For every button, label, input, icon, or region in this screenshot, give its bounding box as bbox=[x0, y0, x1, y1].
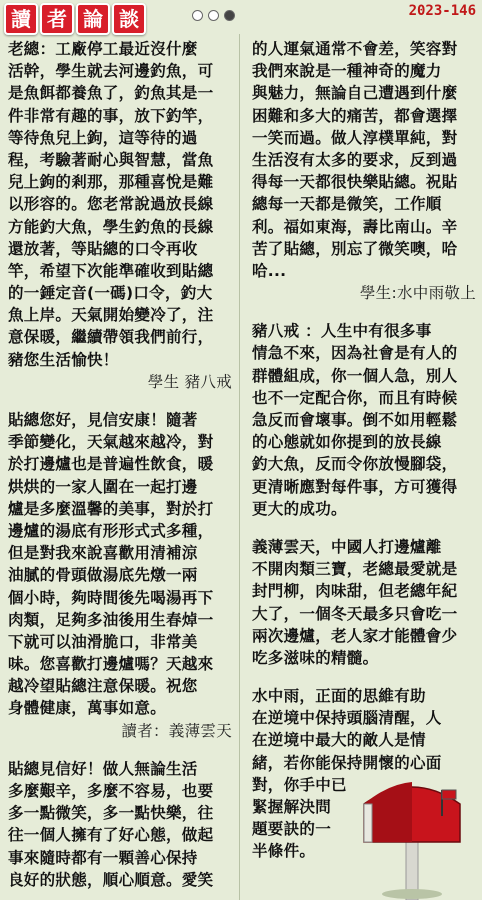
letter-signature: 學生 豬八戒 bbox=[147, 372, 232, 391]
paragraph-gap bbox=[8, 393, 232, 409]
text-line: 還放著，等貼總的口令再收 bbox=[8, 239, 198, 258]
text-line: 老總：工廠停工最近沒什麼 bbox=[8, 40, 198, 58]
text-line: 對，你手中已 bbox=[252, 775, 347, 794]
text-line: 貼總見信好！做人無論生活 bbox=[8, 759, 198, 778]
text-line: 事來隨時都有一顆善心保持 bbox=[8, 848, 198, 867]
text-line: 釣大魚，反而令你放慢腳袋， bbox=[252, 455, 458, 474]
text-line: 哈... bbox=[252, 261, 287, 280]
text-line: 活幹，學生就去河邊釣魚，可 bbox=[8, 62, 214, 81]
text-line: 在逆境中保持頭腦清醒，人 bbox=[252, 709, 442, 728]
text-line: 一笑而過。做人淳樸單純，對 bbox=[252, 128, 458, 147]
text-line: 往一個人擁有了好心態，做起 bbox=[8, 826, 214, 845]
column-divider bbox=[239, 34, 240, 900]
text-line: 等待魚兒上鉤，這等待的過 bbox=[8, 128, 198, 147]
text-line: 竿，希望下次能準確收到貼總 bbox=[8, 261, 214, 280]
text-line: 義薄雲天，中國人打邊爐離 bbox=[252, 537, 442, 556]
mailbox-illustration bbox=[356, 776, 468, 900]
text-line: 的心態就如你提到的放長線 bbox=[252, 433, 442, 452]
text-line: 豬您生活愉快！ bbox=[8, 350, 119, 369]
paragraph-gap bbox=[8, 742, 232, 758]
text-line: 豬八戒 ：人生中有很多事 bbox=[252, 322, 432, 341]
text-line: 件非常有趣的事，放下釣竿， bbox=[8, 106, 214, 125]
text-line: 烘烘的一家人圍在一起打邊 bbox=[8, 477, 198, 496]
text-line: 於打邊爐也是普遍性飲食，暖 bbox=[8, 455, 214, 474]
letter-signature: 學生:水中雨敬上 bbox=[359, 284, 476, 303]
text-line: 得每一天都很快樂貼總。祝貼 bbox=[252, 173, 458, 192]
text-line: 群體組成，你一個人急，別人 bbox=[252, 366, 458, 385]
paragraph-gap bbox=[252, 520, 476, 536]
text-line: 但是對我來說喜歡用清補涼 bbox=[8, 544, 198, 563]
title-badge-2: 者 bbox=[40, 3, 74, 35]
text-line: 兩次邊爐，老人家才能體會少 bbox=[252, 626, 458, 645]
letter-signature: 讀者：義薄雲天 bbox=[121, 721, 232, 740]
text-line: 程，考驗著耐心與智慧，當魚 bbox=[8, 150, 214, 169]
text-line: 意保暖，繼續帶領我們前行， bbox=[8, 328, 214, 347]
text-line: 封門柳，肉味甜，但老總年紀 bbox=[252, 582, 458, 601]
text-line: 肉類，足夠多油後用生春焯一 bbox=[8, 610, 214, 629]
page-dot-3 bbox=[224, 10, 235, 21]
left-column bbox=[8, 38, 232, 891]
text-line: 吃多滋味的精髓。 bbox=[252, 648, 379, 667]
text-line: 困難和多大的痛苦，都會選擇 bbox=[252, 106, 458, 125]
title-badge-1: 讀 bbox=[4, 3, 38, 35]
text-line: 的一錘定音(一碼)口令，釣大 bbox=[8, 284, 213, 303]
text-line: 個小時，夠時間後先喝湯再下 bbox=[8, 588, 214, 607]
text-line: 身體健康，萬事如意。 bbox=[8, 699, 167, 718]
text-line: 方能釣大魚，學生釣魚的長線 bbox=[8, 217, 214, 236]
paragraph-gap bbox=[252, 304, 476, 320]
issue-number: 2023-146 bbox=[408, 3, 476, 19]
text-line: 生活沒有太多的要求，反到過 bbox=[252, 150, 458, 169]
text-line: 更清晰應對每件事，方可獲得 bbox=[252, 477, 458, 496]
text-line: 季節變化，天氣越來越冷，對 bbox=[8, 433, 214, 452]
text-line: 以形容的。您老常說過放長線 bbox=[8, 195, 214, 214]
text-line: 多一點微笑，多一點快樂，往 bbox=[8, 804, 214, 823]
text-line: 貼總您好，見信安康！隨著 bbox=[8, 411, 198, 429]
text-line: 半條件。 bbox=[252, 842, 316, 861]
text-line: 不開肉類三寶，老總最愛就是 bbox=[252, 560, 458, 579]
text-line: 題要訣的一 bbox=[252, 820, 332, 839]
text-line: 的人運氣通常不會差，笑容對 bbox=[252, 40, 458, 58]
title-badge-3: 論 bbox=[76, 3, 110, 35]
text-line: 兒上鉤的剎那，那種喜悅是難 bbox=[8, 173, 214, 192]
right-column bbox=[252, 38, 476, 863]
text-line: 總每一天都是微笑，工作順 bbox=[252, 195, 442, 214]
page-dot-2 bbox=[208, 10, 219, 21]
text-line: 是魚餌都養魚了，釣魚其是一 bbox=[8, 84, 214, 103]
text-line: 與魅力，無論自己遭遇到什麼 bbox=[252, 84, 458, 103]
text-line: 利。福如東海，壽比南山。辛 bbox=[252, 217, 458, 236]
text-line: 爐是多麼溫馨的美事，對於打 bbox=[8, 499, 214, 518]
page-dot-1 bbox=[192, 10, 203, 21]
text-line: 油膩的骨頭做湯底先燉一兩 bbox=[8, 566, 198, 585]
text-line: 下就可以油滑脆口，非常美 bbox=[8, 632, 198, 651]
text-line: 良好的狀態，順心順意。愛笑 bbox=[8, 870, 214, 889]
text-line: 苦了貼總，別忘了微笑噢，哈 bbox=[252, 239, 458, 258]
text-line: 多麼艱辛，多麼不容易，也要 bbox=[8, 782, 214, 800]
text-line: 情急不來，因為社會是有人的 bbox=[252, 344, 458, 363]
text-line: 越冷望貼總注意保暖。祝您 bbox=[8, 677, 198, 696]
text-line: 也不一定配合你，而且有時候 bbox=[252, 388, 458, 407]
text-line: 水中雨，正面的思維有助 bbox=[252, 687, 426, 706]
text-line: 急反而會壞事。倒不如用輕鬆 bbox=[252, 411, 458, 429]
text-line: 緊握解決問 bbox=[252, 798, 332, 816]
paragraph-gap bbox=[252, 669, 476, 685]
text-line: 魚上岸。天氣開始變冷了，注 bbox=[8, 306, 214, 325]
text-line: 邊爐的湯底有形形式式多種， bbox=[8, 521, 214, 540]
header-banner bbox=[0, 0, 482, 34]
title-badge-4: 談 bbox=[112, 3, 146, 35]
text-line: 味。您喜歡打邊爐嗎？天越來 bbox=[8, 655, 214, 674]
text-line: 更大的成功。 bbox=[252, 499, 347, 518]
text-line: 緒，若你能保持開懷的心面 bbox=[252, 753, 442, 772]
text-line: 在逆境中最大的敵人是情 bbox=[252, 731, 426, 750]
text-line: 大了，一個冬天最多只會吃一 bbox=[252, 604, 458, 623]
text-line: 我們來說是一種神奇的魔力 bbox=[252, 62, 442, 81]
